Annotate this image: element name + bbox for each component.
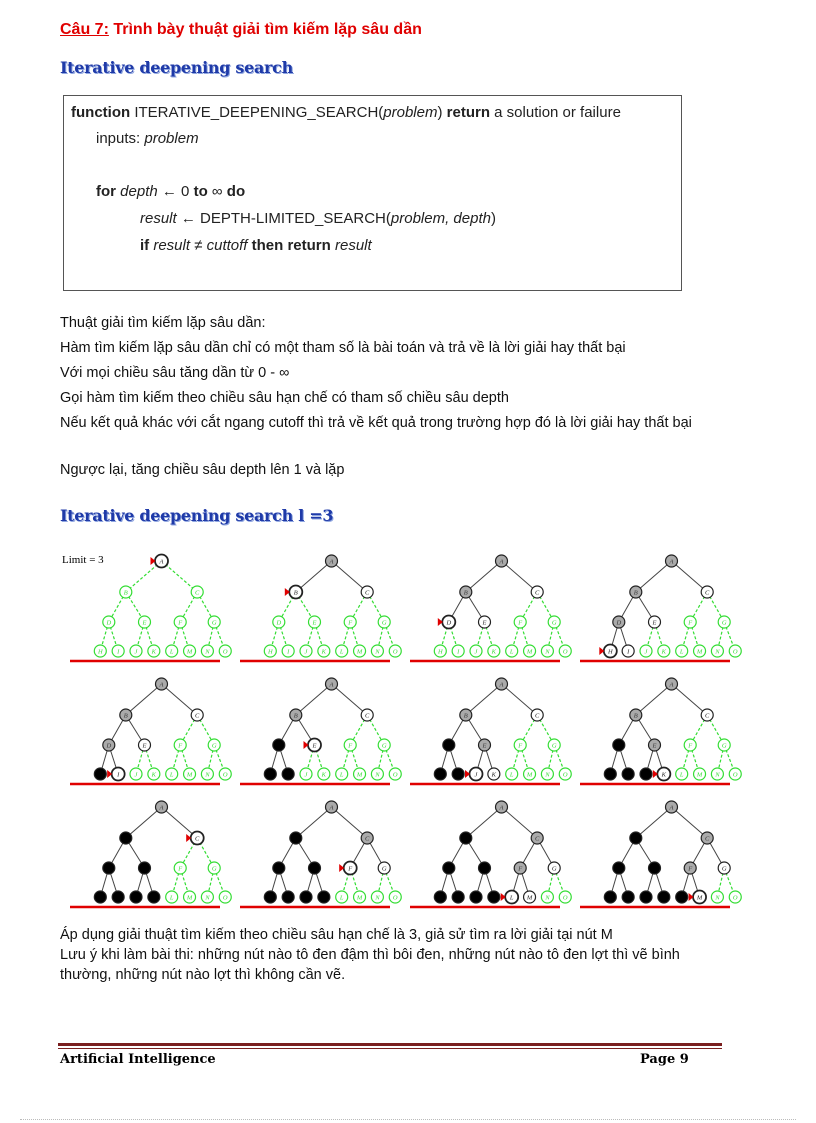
tree-node (264, 891, 276, 903)
paragraph-2: Hàm tìm kiếm lặp sâu dần chỉ có một tham số là bài toán và trả về là lời giải hay thất bại (60, 340, 626, 356)
tree-edge (636, 558, 674, 592)
tree-node-label: M (696, 648, 703, 656)
tree-node-label: L (679, 648, 684, 656)
pseudocode-line-3: for depth ← 0 to ∞ do (96, 183, 246, 200)
tree-node-label: M (696, 771, 703, 779)
tree-node-label: F (518, 865, 523, 873)
tree-node-label: K (321, 771, 327, 779)
tree-edge (466, 558, 504, 592)
tree-node (282, 768, 294, 780)
tree-node-label: I (117, 771, 120, 779)
tree-node (640, 891, 652, 903)
tree-edge (296, 681, 334, 715)
tree-node-label: E (142, 619, 147, 627)
tree-node-label: M (526, 894, 533, 902)
tree-edge (502, 561, 538, 592)
tree-node-label: N (375, 894, 380, 902)
tree-node-label: A (159, 681, 164, 689)
tree-node (488, 891, 500, 903)
tree-node-label: N (205, 771, 210, 779)
tree-node-label: B (123, 589, 128, 597)
tree-node-label: B (123, 712, 128, 720)
tree-node (676, 891, 688, 903)
tree-node-label: J (304, 771, 308, 779)
tree-node (630, 832, 642, 844)
tree-node-label: N (715, 771, 720, 779)
paragraph-1: Thuật giải tìm kiếm lặp sâu dần: (60, 315, 266, 331)
tree-node-label: O (732, 771, 738, 779)
tree-node (148, 891, 160, 903)
tree-node-label: B (463, 712, 468, 720)
tree-node-label: L (509, 648, 514, 656)
tree-node-label: K (661, 648, 667, 656)
tree-node (479, 862, 491, 874)
footer-rule-thin (58, 1048, 722, 1049)
tree-node-label: O (732, 894, 738, 902)
tree-node-label: C (705, 589, 710, 597)
tree-node-label: L (169, 894, 174, 902)
tree-node (640, 768, 652, 780)
paragraph-3: Với mọi chiều sâu tăng dần từ 0 - ∞ (60, 365, 290, 381)
tree-node-label: J (474, 771, 478, 779)
tree-node-label: C (365, 835, 370, 843)
tree-node-label: N (545, 648, 550, 656)
tree-node (443, 739, 455, 751)
tree-node-label: M (186, 771, 193, 779)
tree-node-label: C (195, 835, 200, 843)
tree-node-label: K (321, 648, 327, 656)
tree-node (452, 768, 464, 780)
tree-node-label: O (562, 894, 568, 902)
tree-node-label: H (267, 648, 273, 656)
tree-node (434, 768, 446, 780)
tree-node-label: F (348, 865, 353, 873)
tree-node-label: C (365, 589, 370, 597)
tree-node-label: G (551, 865, 557, 873)
tree-panel-12 (580, 801, 741, 907)
tree-node-label: E (652, 619, 657, 627)
question-text: Trình bày thuật giải tìm kiếm lặp sâu dần (108, 21, 422, 38)
tree-node (613, 862, 625, 874)
tree-node-label: N (375, 771, 380, 779)
tree-node (120, 832, 132, 844)
tree-node-label: D (276, 619, 282, 627)
paragraph-4: Gọi hàm tìm kiếm theo chiều sâu hạn chế có tham số chiều sâu depth (60, 390, 509, 406)
tree-node-label: A (329, 681, 334, 689)
tree-node (112, 891, 124, 903)
tree-node-label: G (211, 619, 217, 627)
tree-node (470, 891, 482, 903)
tree-node-label: H (97, 648, 103, 656)
tree-node-label: N (715, 648, 720, 656)
tree-node-label: E (652, 742, 657, 750)
tree-edge (672, 561, 708, 592)
tree-node-label: A (499, 558, 504, 566)
section-heading-limit: Iterative deepening search l =3 (60, 506, 334, 525)
tree-node-label: G (721, 742, 727, 750)
tree-node-label: M (356, 894, 363, 902)
tree-node-label: N (715, 894, 720, 902)
tree-node-label: A (159, 804, 164, 812)
tree-node-label: F (348, 619, 353, 627)
tree-node-label: N (205, 648, 210, 656)
tree-panel-2 (240, 555, 401, 661)
tree-node (622, 768, 634, 780)
tree-edge (502, 684, 538, 715)
tree-edge (466, 681, 504, 715)
tree-node-label: L (509, 771, 514, 779)
pseudocode-line-4: result ← DEPTH-LIMITED_SEARCH(problem, depth) (140, 210, 496, 227)
tree-node-label: N (545, 771, 550, 779)
tree-node-label: I (117, 648, 120, 656)
tree-node-label: O (392, 894, 398, 902)
tree-node-label: K (151, 771, 157, 779)
tree-edge (466, 804, 504, 838)
tree-edge (636, 681, 674, 715)
tree-node-label: E (482, 742, 487, 750)
tree-node-label: H (437, 648, 443, 656)
tree-node-label: O (562, 648, 568, 656)
tree-node-label: A (499, 804, 504, 812)
pseudocode-line-5: if result ≠ cuttoff then return result (140, 237, 372, 254)
tree-node-label: H (607, 648, 613, 656)
tree-node-label: N (205, 894, 210, 902)
footer-page-number: Page 9 (640, 1052, 689, 1067)
tree-node-label: A (499, 681, 504, 689)
tree-node-label: D (106, 742, 112, 750)
tree-node-label: M (526, 648, 533, 656)
tree-node-label: G (551, 619, 557, 627)
tree-node-label: F (518, 742, 523, 750)
tree-node-label: C (705, 712, 710, 720)
tree-node (94, 768, 106, 780)
tree-node-label: G (211, 742, 217, 750)
tree-node-label: J (474, 648, 478, 656)
tree-node-label: O (222, 648, 228, 656)
tree-node (94, 891, 106, 903)
tree-node-label: G (211, 865, 217, 873)
tree-node (604, 891, 616, 903)
tree-node-label: G (381, 742, 387, 750)
tree-node-label: B (633, 589, 638, 597)
tree-node-label: K (661, 771, 667, 779)
tree-node-label: M (526, 771, 533, 779)
tree-panel-1 (70, 555, 231, 662)
tree-node-label: O (392, 648, 398, 656)
tree-node-label: A (669, 558, 674, 566)
tree-node-label: J (644, 648, 648, 656)
tree-node-label: A (329, 558, 334, 566)
pseudocode-line-1: function ITERATIVE_DEEPENING_SEARCH(problem) return a solution or failure (71, 104, 621, 121)
tree-panel-6 (240, 678, 401, 784)
question-title (60, 21, 422, 39)
tree-node-label: C (195, 712, 200, 720)
tree-node-label: C (195, 589, 200, 597)
tree-node (443, 862, 455, 874)
tree-node-label: L (339, 771, 344, 779)
question-number: Câu 7: (60, 21, 109, 38)
tree-node-label: F (688, 865, 693, 873)
tree-node-label: O (732, 648, 738, 656)
tree-node (103, 862, 115, 874)
tree-node (273, 739, 285, 751)
tree-node-label: D (106, 619, 112, 627)
tree-node (434, 891, 446, 903)
tree-edge (332, 561, 368, 592)
tree-node-label: L (339, 648, 344, 656)
tree-panel-8 (580, 678, 741, 784)
tree-node-label: N (545, 894, 550, 902)
tree-node (622, 891, 634, 903)
tree-node-label: C (365, 712, 370, 720)
tree-node (604, 768, 616, 780)
tree-node (300, 891, 312, 903)
tree-node (613, 739, 625, 751)
tree-node-label: L (169, 771, 174, 779)
tree-node-label: F (518, 619, 523, 627)
tree-node-label: A (669, 804, 674, 812)
tree-node-label: C (535, 712, 540, 720)
tree-node-label: B (633, 712, 638, 720)
tree-node-label: F (348, 742, 353, 750)
tree-node-label: M (696, 894, 703, 902)
tree-panel-7 (410, 678, 571, 784)
tree-edge (332, 807, 368, 838)
tree-node-label: B (463, 589, 468, 597)
tree-node (273, 862, 285, 874)
tree-node-label: N (375, 648, 380, 656)
footer-course: Artificial Intelligence (60, 1052, 216, 1067)
tree-node-label: K (491, 648, 497, 656)
paragraph-6: Ngược lại, tăng chiều sâu depth lên 1 và lặp (60, 462, 345, 478)
tree-node-label: I (457, 648, 460, 656)
tree-node (282, 891, 294, 903)
limit-label: Limit = 3 (62, 554, 104, 566)
tree-node-label: A (669, 681, 674, 689)
tree-node-label: I (287, 648, 290, 656)
tree-node-label: A (159, 558, 164, 566)
tree-node (139, 862, 151, 874)
tree-node (460, 832, 472, 844)
tree-node-label: I (627, 648, 630, 656)
tree-panel-5 (70, 678, 231, 784)
tree-node-label: G (381, 619, 387, 627)
ids-tree-diagram (58, 540, 748, 910)
tree-node-label: J (134, 648, 138, 656)
tree-node-label: G (721, 865, 727, 873)
tree-node-label: K (151, 648, 157, 656)
tree-edge (162, 684, 198, 715)
tree-node-label: C (535, 835, 540, 843)
tree-node-label: D (446, 619, 452, 627)
tree-edge (296, 804, 334, 838)
tree-node-label: L (339, 894, 344, 902)
tree-node (130, 891, 142, 903)
tree-panel-4 (580, 555, 741, 661)
tree-node (264, 768, 276, 780)
tree-panel-3 (410, 555, 571, 661)
tree-edge (672, 807, 708, 838)
tree-panel-9 (70, 801, 231, 907)
tree-node-label: F (178, 742, 183, 750)
tree-node-label: O (222, 771, 228, 779)
tree-node (309, 862, 321, 874)
tree-node-label: G (381, 865, 387, 873)
tree-panel-11 (410, 801, 571, 907)
page-edge-dots (20, 1119, 796, 1120)
tree-node-label: O (222, 894, 228, 902)
tree-node-label: C (535, 589, 540, 597)
tree-node-label: O (562, 771, 568, 779)
tree-panel-10 (240, 801, 401, 907)
tree-node (290, 832, 302, 844)
note-1: Áp dụng giải thuật tìm kiếm theo chiều sâu hạn chế là 3, giả sử tìm ra lời giải tại nút M (60, 927, 613, 943)
tree-node-label: J (134, 771, 138, 779)
tree-node-label: M (186, 648, 193, 656)
tree-node (452, 891, 464, 903)
tree-edge (332, 684, 368, 715)
tree-node-label: M (186, 894, 193, 902)
tree-node-label: F (688, 619, 693, 627)
note-2: Lưu ý khi làm bài thi: những nút nào tô đen đậm thì bôi đen, những nút nào tô đen lợt thì vẽ bình thường, những nút nào lợt thì không cần vẽ. (60, 947, 680, 983)
tree-node (658, 891, 670, 903)
tree-node-label: G (721, 619, 727, 627)
tree-node-label: C (705, 835, 710, 843)
tree-node-label: E (142, 742, 147, 750)
tree-node-label: O (392, 771, 398, 779)
tree-node-label: M (356, 648, 363, 656)
section-heading-ids: Iterative deepening search (60, 58, 293, 77)
tree-node-label: J (304, 648, 308, 656)
footer-rule-thick (58, 1043, 722, 1046)
tree-edge (126, 681, 164, 715)
tree-node-label: F (178, 865, 183, 873)
tree-node (649, 862, 661, 874)
tree-node-label: F (688, 742, 693, 750)
tree-node-label: A (329, 804, 334, 812)
tree-node-label: F (178, 619, 183, 627)
pseudocode-line-2: inputs: problem (96, 130, 199, 147)
tree-edge (636, 804, 674, 838)
tree-node-label: D (616, 619, 622, 627)
tree-node-label: B (293, 712, 298, 720)
tree-node-label: M (356, 771, 363, 779)
tree-node-label: K (491, 771, 497, 779)
tree-node-label: B (293, 589, 298, 597)
tree-node-label: L (169, 648, 174, 656)
tree-node-label: E (482, 619, 487, 627)
tree-node-label: L (509, 894, 514, 902)
paragraph-5: Nếu kết quả khác với cắt ngang cutoff thì trả về kết quả trong trường hợp đó là lời giải hay thất bại (60, 415, 692, 431)
tree-edge (672, 684, 708, 715)
tree-node-label: E (312, 742, 317, 750)
tree-node-label: L (679, 771, 684, 779)
tree-edge (126, 804, 164, 838)
tree-node (318, 891, 330, 903)
tree-node-label: E (312, 619, 317, 627)
tree-node-label: G (551, 742, 557, 750)
pseudocode-box (63, 95, 682, 291)
tree-edge (502, 807, 538, 838)
